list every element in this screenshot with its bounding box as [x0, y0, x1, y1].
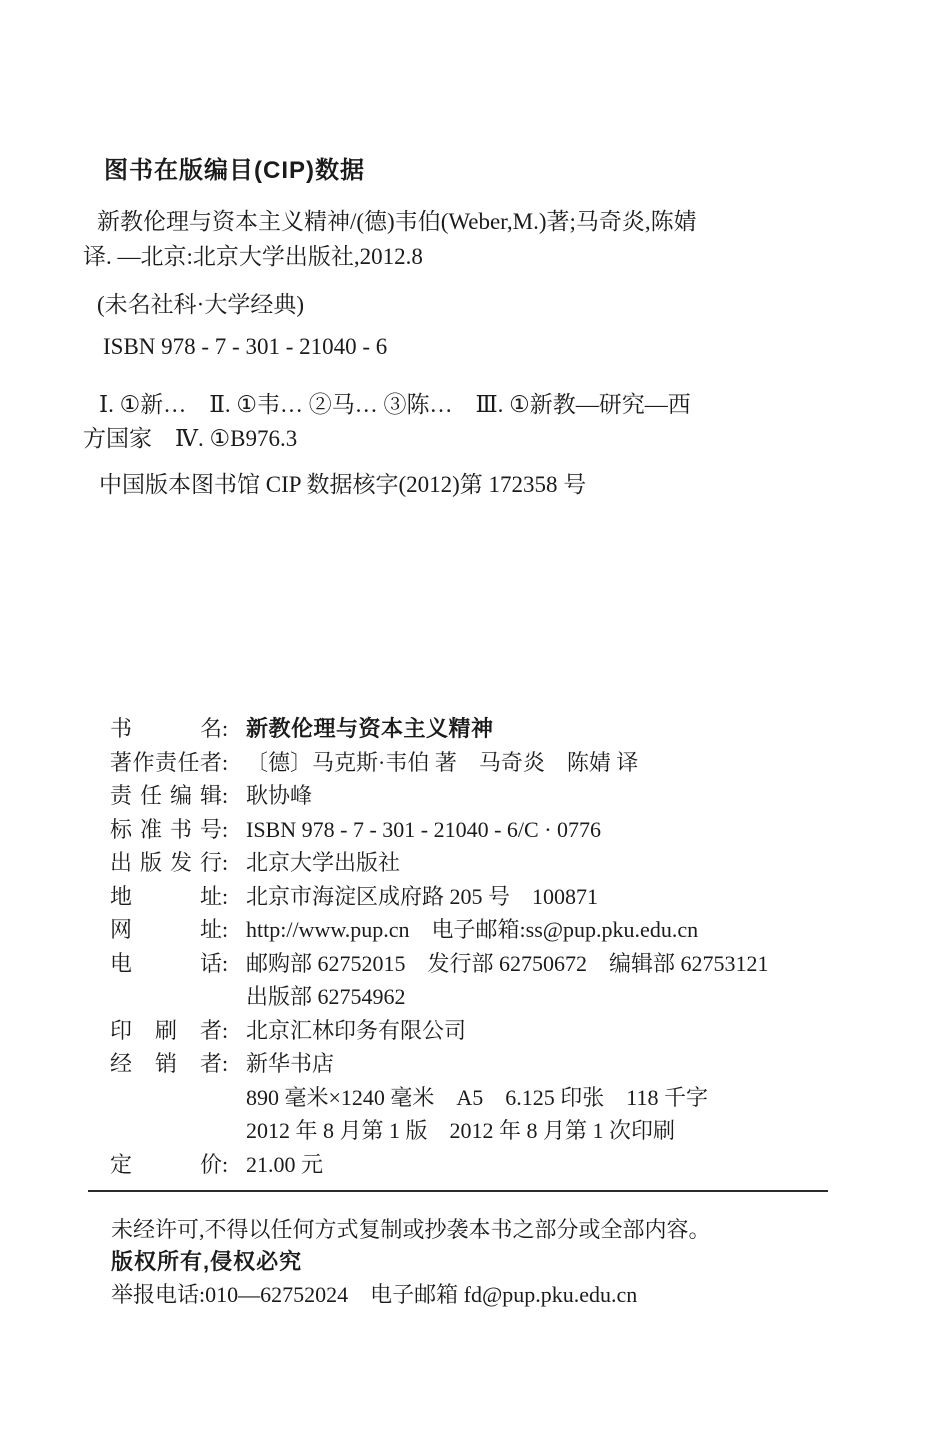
row-address — [110, 880, 769, 914]
divider-rule — [88, 1190, 828, 1192]
colophon-value: 新华书店 — [246, 1051, 335, 1076]
colophon-value: 新教伦理与资本主义精神 — [246, 716, 494, 741]
report-contact: 举报电话:010—62752024 电子邮箱 fd@pup.pku.edu.cn — [111, 1282, 638, 1307]
label-colon: : — [222, 716, 229, 741]
colophon-label: 定价 — [110, 1151, 222, 1177]
colophon-label: 著作责任者 — [110, 749, 222, 775]
colophon-value: 出版部 62754962 — [246, 984, 406, 1009]
label-colon: : — [222, 1151, 229, 1177]
colophon-label: 出版发行 — [110, 850, 222, 875]
colophon — [110, 712, 769, 1181]
cip-record-number: 中国版本图书馆 CIP 数据核字(2012)第 172358 号 — [99, 472, 587, 497]
colophon-value: 〔德〕马克斯·韦伯 著 马奇炎 陈婧 译 — [246, 749, 639, 775]
cip-classification-line1: Ⅰ. ①新… Ⅱ. ①韦… ②马… ③陈… Ⅲ. ①新教—研究—西 — [99, 392, 691, 417]
cip-description-line2: 译. —北京:北京大学出版社,2012.8 — [83, 244, 423, 269]
label-colon: : — [222, 816, 229, 842]
row-distributor — [110, 1047, 769, 1081]
copyright-notice: 版权所有,侵权必究 — [111, 1249, 303, 1274]
colophon-value: 2012 年 8 月第 1 版 2012 年 8 月第 1 次印刷 — [246, 1118, 676, 1143]
colophon-label: 地址 — [110, 883, 222, 909]
colophon-label: 经销者 — [110, 1051, 222, 1076]
cip-heading: 图书在版编目(CIP)数据 — [104, 157, 365, 184]
colophon-value: http://www.pup.cn 电子邮箱:ss@pup.pku.edu.cn — [246, 917, 699, 942]
label-colon: : — [222, 749, 229, 775]
label-colon: : — [222, 1017, 229, 1043]
row-phone — [110, 947, 769, 981]
cip-description-line1: 新教伦理与资本主义精神/(德)韦伯(Weber,M.)著;马奇炎,陈婧 — [97, 209, 697, 234]
row-format — [110, 1081, 769, 1115]
label-colon: : — [222, 1051, 229, 1076]
label-colon: : — [222, 850, 229, 875]
label-colon: : — [222, 950, 229, 976]
colophon-value: 北京大学出版社 — [246, 850, 401, 875]
colophon-label: 网址 — [110, 917, 222, 942]
row-standard-isbn — [110, 813, 769, 847]
label-colon: : — [222, 883, 229, 909]
cip-series: (未名社科·大学经典) — [97, 292, 304, 317]
row-book-title — [110, 712, 769, 746]
row-phone-continuation — [110, 980, 769, 1014]
row-edition — [110, 1114, 769, 1148]
row-website — [110, 913, 769, 947]
row-editor — [110, 779, 769, 813]
permission-notice: 未经许可,不得以任何方式复制或抄袭本书之部分或全部内容。 — [111, 1217, 711, 1242]
colophon-label: 印刷者 — [110, 1017, 222, 1043]
colophon-label: 责任编辑 — [110, 783, 222, 808]
row-publisher — [110, 846, 769, 880]
colophon-value: 890 毫米×1240 毫米 A5 6.125 印张 118 千字 — [246, 1084, 708, 1110]
colophon-value: 耿协峰 — [246, 783, 313, 808]
colophon-value: 邮购部 62752015 发行部 62750672 编辑部 62753121 — [246, 950, 769, 976]
colophon-value: 21.00 元 — [246, 1151, 324, 1177]
colophon-label: 书名 — [110, 716, 222, 741]
colophon-label: 电话 — [110, 950, 222, 976]
label-colon: : — [222, 783, 229, 808]
colophon-label: 标准书号 — [110, 816, 222, 842]
cip-classification-line2: 方国家 Ⅳ. ①B976.3 — [83, 426, 298, 451]
row-price — [110, 1148, 769, 1182]
colophon-value: 北京汇林印务有限公司 — [246, 1017, 467, 1043]
label-colon: : — [222, 917, 229, 942]
row-printer — [110, 1014, 769, 1048]
cip-isbn: ISBN 978 - 7 - 301 - 21040 - 6 — [103, 334, 388, 359]
colophon-value: 北京市海淀区成府路 205 号 100871 — [246, 883, 599, 909]
colophon-value: ISBN 978 - 7 - 301 - 21040 - 6/C · 0776 — [246, 816, 602, 842]
row-authors — [110, 746, 769, 780]
